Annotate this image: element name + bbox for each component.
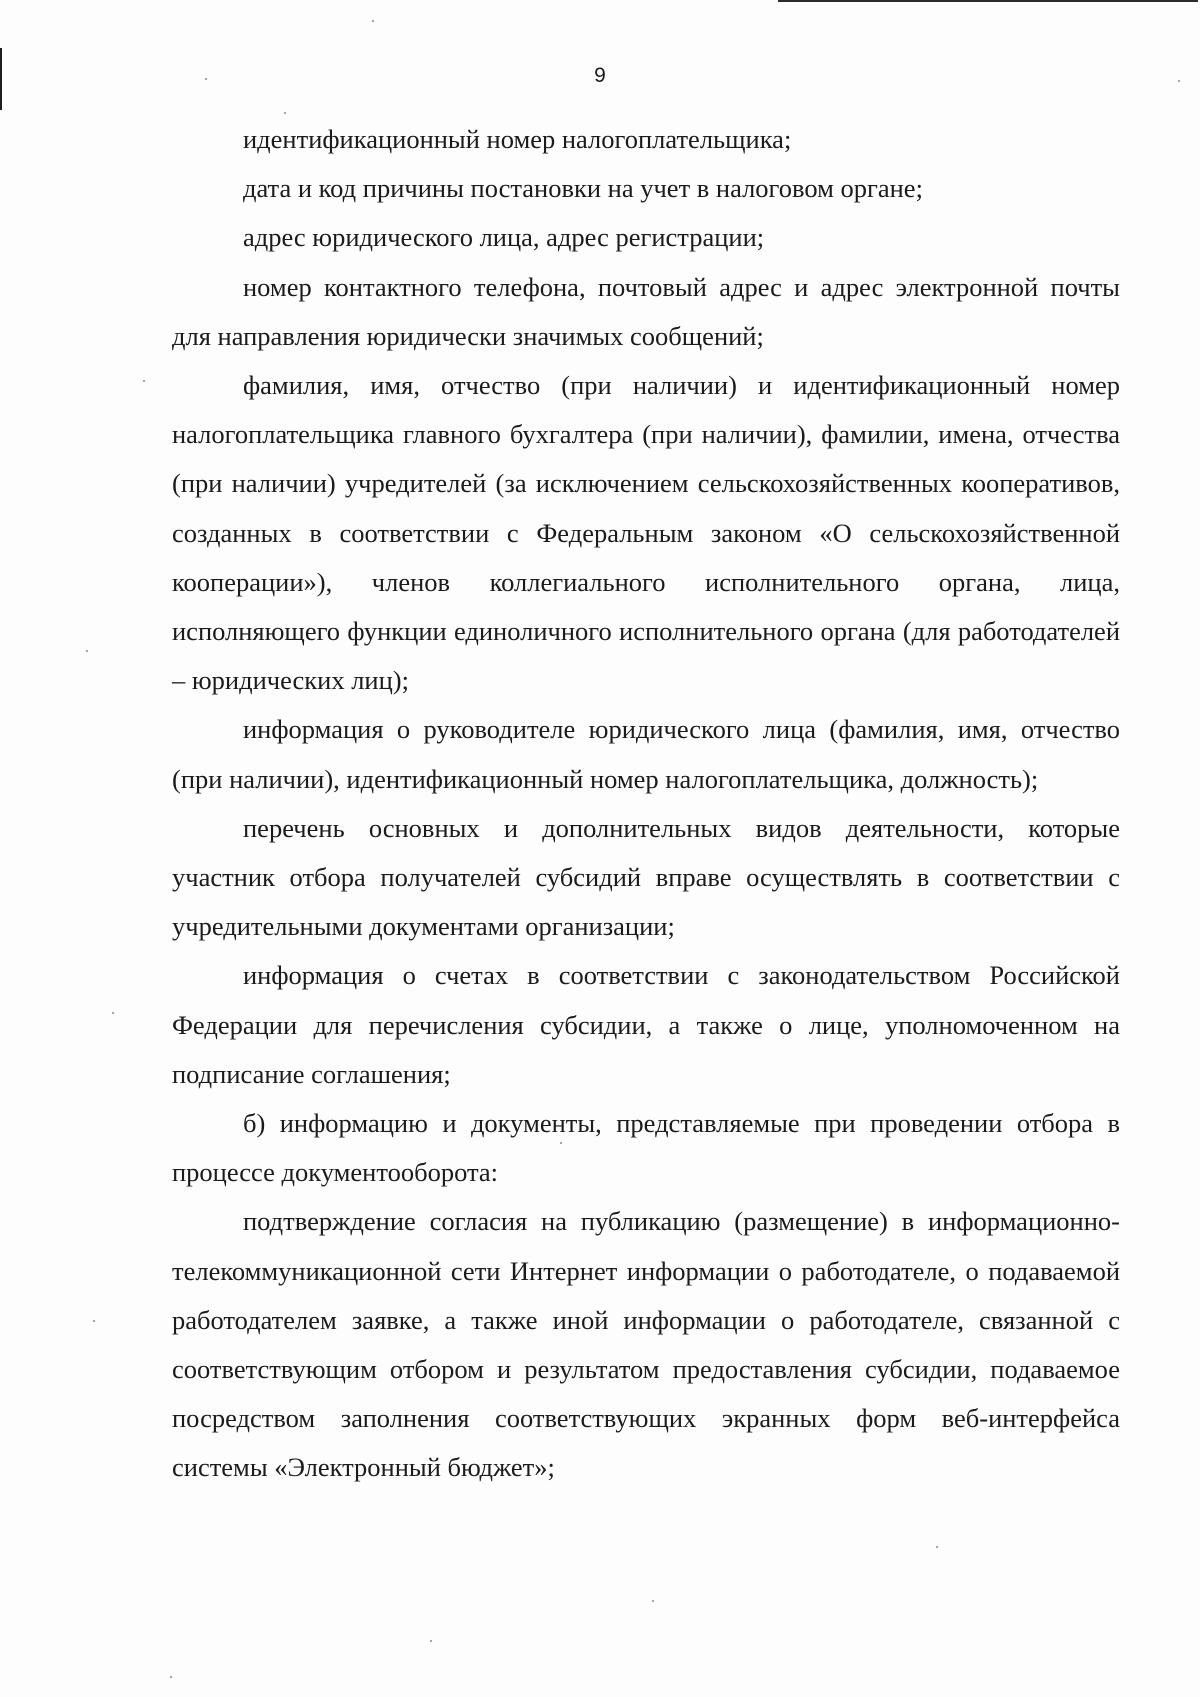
paragraph-accounts: информация о счетах в соответствии с законодательством Российской Федерации для перечисления субсидии, а также о лице, уполномоченном на подписание соглашения; <box>172 960 1120 1089</box>
scan-speck <box>93 1320 95 1322</box>
paragraph-section-b: б) информацию и документы, представляемые при проведении отбора в процессе документооборота: <box>172 1108 1120 1188</box>
scan-speck <box>284 112 286 114</box>
paragraph-consent: подтверждение согласия на публикацию (размещение) в информационно-телекоммуникационной сети Интернет информации о работодателе, о подаваемой работодателем заявке, а также иной информации о работодателе, связанной с соответствующим отбором и результатом предоставления субсидии, подаваемое посредством заполнения соответствующих экранных форм веб-интерфейса системы «Электронный бюджет»; <box>172 1206 1120 1483</box>
scan-edge-left <box>0 48 2 110</box>
paragraph-head-info: информация о руководителе юридического лица (фамилия, имя, отчество (при наличии), идентификационный номер налогоплательщика, должность); <box>172 714 1120 794</box>
scan-speck <box>372 20 374 22</box>
scan-speck <box>430 1640 432 1642</box>
scan-speck <box>205 78 207 80</box>
scan-speck <box>1178 80 1180 82</box>
paragraph-activities: перечень основных и дополнительных видов деятельности, которые участник отбора получателей субсидий вправе осуществлять в соответствии с учредительными документами организации; <box>172 812 1120 942</box>
page-number: 9 <box>594 64 606 87</box>
scan-speck <box>143 380 145 382</box>
paragraph-legal-address: адрес юридического лица, адрес регистрации; <box>243 222 765 253</box>
scan-speck <box>112 1012 114 1014</box>
document-body <box>172 115 1120 1493</box>
paragraph-contacts: номер контактного телефона, почтовый адрес и адрес электронной почты для направления юридически значимых сообщений; <box>172 271 1120 351</box>
paragraph-registration-date: дата и код причины постановки на учет в налоговом органе; <box>243 173 923 204</box>
scan-speck <box>170 1676 172 1678</box>
scan-speck <box>936 1546 938 1548</box>
paragraph-founders: фамилия, имя, отчество (при наличии) и идентификационный номер налогоплательщика главного бухгалтера (при наличии), фамилии, имена, отчества (при наличии) учредителей (за исключением сельскохозяйственных кооперативов, созданных в соответствии с Федеральным законом «О сельскохозяйственной кооперации»), членов коллегиального исполнительного органа, лица, исполняющего функции единоличного исполнительного органа (для работодателей – юридических лиц); <box>172 370 1120 696</box>
scan-speck <box>86 650 88 652</box>
scan-edge-top <box>778 0 1198 2</box>
scan-speck <box>652 1600 654 1602</box>
paragraph-inn: идентификационный номер налогоплательщика; <box>243 124 792 154</box>
